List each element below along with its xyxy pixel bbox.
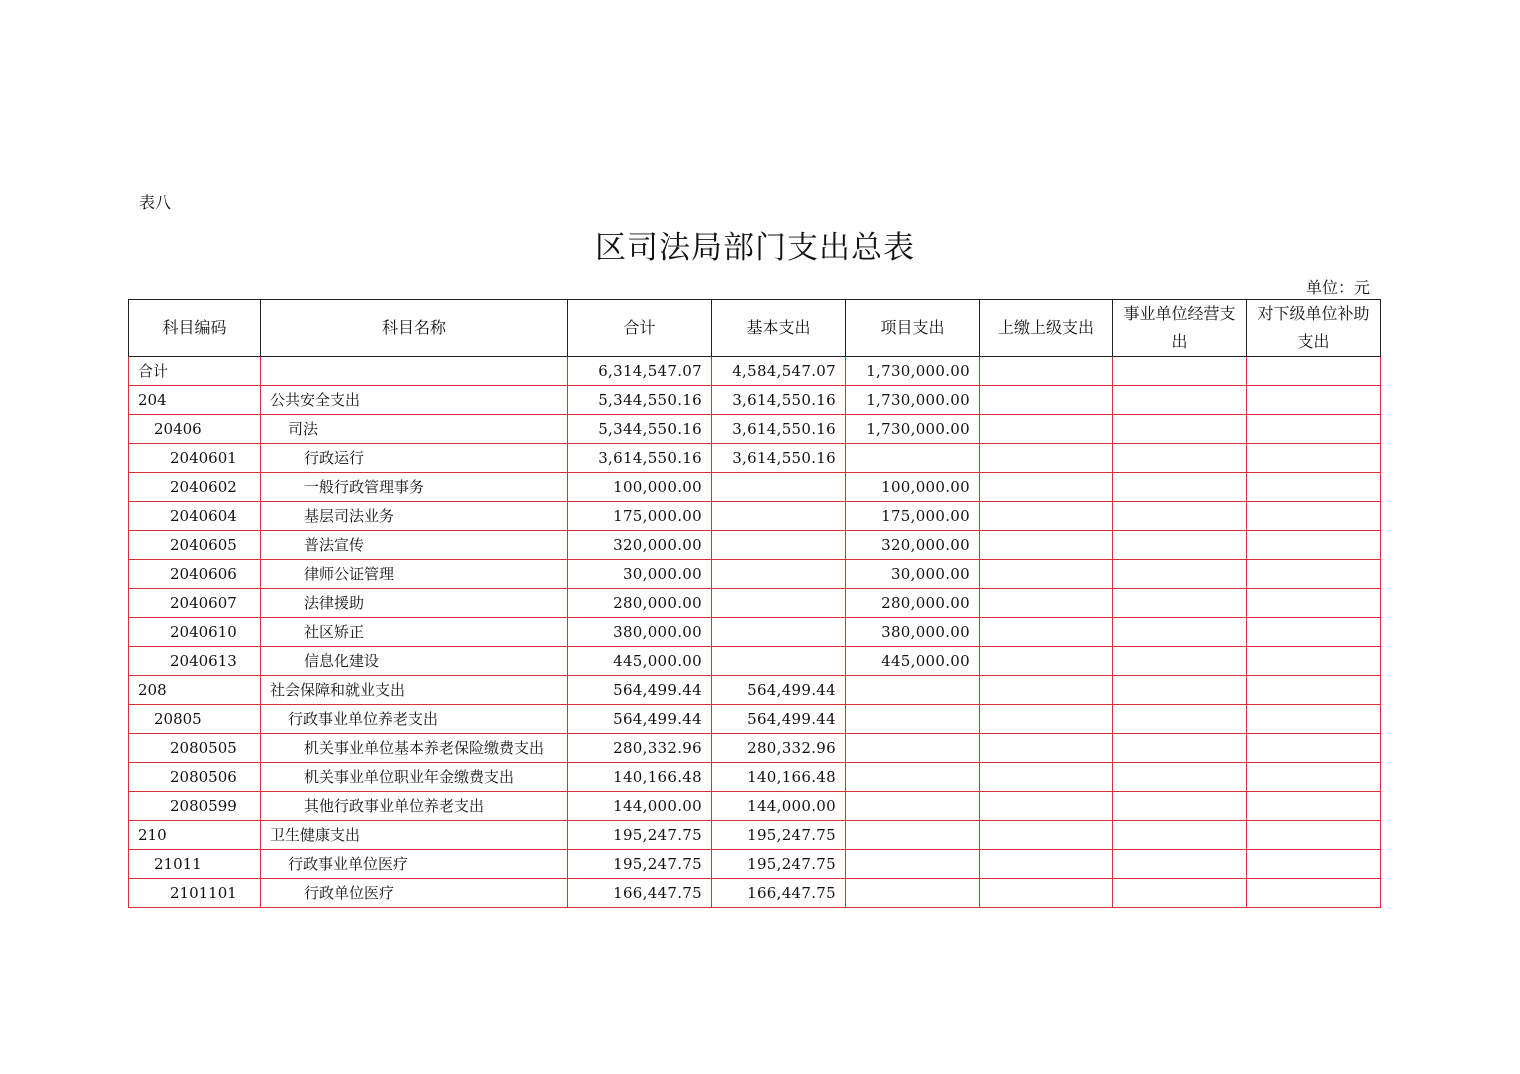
remit-upper-cell [980, 618, 1113, 647]
expense-table [128, 299, 1381, 908]
total-cell: 195,247.75 [568, 821, 712, 850]
subject-name-cell: 社会保障和就业支出 [261, 676, 568, 705]
table-row [129, 589, 1381, 618]
business-operation-cell [1113, 676, 1247, 705]
subsidy-lower-cell [1247, 676, 1381, 705]
total-cell: 564,499.44 [568, 705, 712, 734]
basic-expense-cell [712, 560, 846, 589]
subsidy-lower-cell [1247, 850, 1381, 879]
subject-name-cell: 基层司法业务 [261, 502, 568, 531]
header-basic-expense: 基本支出 [712, 300, 846, 357]
subsidy-lower-cell [1247, 734, 1381, 763]
table-row [129, 850, 1381, 879]
subject-name-cell: 社区矫正 [261, 618, 568, 647]
basic-expense-cell [712, 531, 846, 560]
subject-code-cell: 2080599 [129, 792, 261, 821]
project-expense-cell: 445,000.00 [846, 647, 980, 676]
subject-name-cell: 公共安全支出 [261, 386, 568, 415]
subject-name-cell: 其他行政事业单位养老支出 [261, 792, 568, 821]
table-row [129, 734, 1381, 763]
remit-upper-cell [980, 734, 1113, 763]
table-row [129, 531, 1381, 560]
remit-upper-cell [980, 705, 1113, 734]
project-expense-cell: 175,000.00 [846, 502, 980, 531]
basic-expense-cell [712, 502, 846, 531]
subsidy-lower-cell [1247, 473, 1381, 502]
page-title: 区司法局部门支出总表 [595, 230, 915, 266]
total-cell: 3,614,550.16 [568, 444, 712, 473]
remit-upper-cell [980, 473, 1113, 502]
subsidy-lower-cell [1247, 647, 1381, 676]
project-expense-cell [846, 705, 980, 734]
table-body [129, 357, 1381, 908]
remit-upper-cell [980, 386, 1113, 415]
subject-code-cell: 2040607 [129, 589, 261, 618]
table-row [129, 676, 1381, 705]
basic-expense-cell: 280,332.96 [712, 734, 846, 763]
business-operation-cell [1113, 444, 1247, 473]
subject-code-cell: 2040606 [129, 560, 261, 589]
header-project-expense: 项目支出 [846, 300, 980, 357]
subject-code-cell: 21011 [129, 850, 261, 879]
subject-code-cell: 2040610 [129, 618, 261, 647]
subsidy-lower-cell [1247, 879, 1381, 908]
subject-name-cell: 普法宣传 [261, 531, 568, 560]
business-operation-cell [1113, 415, 1247, 444]
subject-code-cell: 2040604 [129, 502, 261, 531]
total-cell: 140,166.48 [568, 763, 712, 792]
total-cell: 564,499.44 [568, 676, 712, 705]
project-expense-cell [846, 734, 980, 763]
remit-upper-cell [980, 763, 1113, 792]
project-expense-cell: 30,000.00 [846, 560, 980, 589]
subject-code-cell: 20805 [129, 705, 261, 734]
basic-expense-cell [712, 618, 846, 647]
business-operation-cell [1113, 618, 1247, 647]
subject-code-cell: 2040605 [129, 531, 261, 560]
remit-upper-cell [980, 676, 1113, 705]
subsidy-lower-cell [1247, 763, 1381, 792]
basic-expense-cell [712, 647, 846, 676]
remit-upper-cell [980, 821, 1113, 850]
total-cell: 280,000.00 [568, 589, 712, 618]
remit-upper-cell [980, 792, 1113, 821]
remit-upper-cell [980, 850, 1113, 879]
subject-code-cell: 2040602 [129, 473, 261, 502]
total-cell: 280,332.96 [568, 734, 712, 763]
subject-name-cell: 法律援助 [261, 589, 568, 618]
subject-name-cell: 卫生健康支出 [261, 821, 568, 850]
table-row [129, 879, 1381, 908]
project-expense-cell [846, 850, 980, 879]
basic-expense-cell: 3,614,550.16 [712, 386, 846, 415]
basic-expense-cell: 195,247.75 [712, 850, 846, 879]
business-operation-cell [1113, 647, 1247, 676]
subsidy-lower-cell [1247, 792, 1381, 821]
project-expense-cell: 1,730,000.00 [846, 415, 980, 444]
subject-name-cell: 一般行政管理事务 [261, 473, 568, 502]
table-row [129, 763, 1381, 792]
subject-code-cell: 2080506 [129, 763, 261, 792]
table-row [129, 473, 1381, 502]
subject-code-cell: 2040613 [129, 647, 261, 676]
subject-code-cell: 208 [129, 676, 261, 705]
subject-code-cell: 210 [129, 821, 261, 850]
header-subject-code: 科目编码 [129, 300, 261, 357]
project-expense-cell: 1,730,000.00 [846, 357, 980, 386]
table-row [129, 386, 1381, 415]
subsidy-lower-cell [1247, 444, 1381, 473]
remit-upper-cell [980, 879, 1113, 908]
project-expense-cell [846, 444, 980, 473]
basic-expense-cell: 564,499.44 [712, 676, 846, 705]
total-cell: 320,000.00 [568, 531, 712, 560]
total-cell: 195,247.75 [568, 850, 712, 879]
business-operation-cell [1113, 763, 1247, 792]
business-operation-cell [1113, 589, 1247, 618]
business-operation-cell [1113, 386, 1247, 415]
subsidy-lower-cell [1247, 386, 1381, 415]
business-operation-cell [1113, 879, 1247, 908]
total-cell: 166,447.75 [568, 879, 712, 908]
project-expense-cell: 100,000.00 [846, 473, 980, 502]
table-row [129, 792, 1381, 821]
subject-name-cell: 机关事业单位职业年金缴费支出 [261, 763, 568, 792]
project-expense-cell [846, 792, 980, 821]
project-expense-cell [846, 821, 980, 850]
subject-name-cell: 司法 [261, 415, 568, 444]
subject-name-cell: 律师公证管理 [261, 560, 568, 589]
project-expense-cell: 320,000.00 [846, 531, 980, 560]
remit-upper-cell [980, 502, 1113, 531]
header-subsidy-lower: 对下级单位补助支出 [1247, 300, 1381, 357]
table-header-row [129, 300, 1381, 357]
subject-code-cell: 20406 [129, 415, 261, 444]
business-operation-cell [1113, 821, 1247, 850]
subject-name-cell: 机关事业单位基本养老保险缴费支出 [261, 734, 568, 763]
table-row [129, 415, 1381, 444]
subsidy-lower-cell [1247, 821, 1381, 850]
basic-expense-cell: 564,499.44 [712, 705, 846, 734]
basic-expense-cell: 140,166.48 [712, 763, 846, 792]
basic-expense-cell: 166,447.75 [712, 879, 846, 908]
total-cell: 144,000.00 [568, 792, 712, 821]
basic-expense-cell [712, 589, 846, 618]
subject-name-cell: 行政单位医疗 [261, 879, 568, 908]
subject-name-cell: 行政事业单位医疗 [261, 850, 568, 879]
header-total: 合计 [568, 300, 712, 357]
remit-upper-cell [980, 444, 1113, 473]
business-operation-cell [1113, 531, 1247, 560]
total-cell: 445,000.00 [568, 647, 712, 676]
remit-upper-cell [980, 647, 1113, 676]
business-operation-cell [1113, 705, 1247, 734]
subject-code-cell: 合计 [129, 357, 261, 386]
header-business-operation: 事业单位经营支出 [1113, 300, 1247, 357]
table-row [129, 357, 1381, 386]
subsidy-lower-cell [1247, 560, 1381, 589]
total-cell: 175,000.00 [568, 502, 712, 531]
total-cell: 5,344,550.16 [568, 415, 712, 444]
subject-code-cell: 2080505 [129, 734, 261, 763]
subsidy-lower-cell [1247, 502, 1381, 531]
basic-expense-cell: 144,000.00 [712, 792, 846, 821]
table-row [129, 444, 1381, 473]
subject-name-cell: 行政事业单位养老支出 [261, 705, 568, 734]
project-expense-cell [846, 676, 980, 705]
basic-expense-cell: 195,247.75 [712, 821, 846, 850]
business-operation-cell [1113, 850, 1247, 879]
subsidy-lower-cell [1247, 705, 1381, 734]
subject-code-cell: 2040601 [129, 444, 261, 473]
table-row [129, 647, 1381, 676]
business-operation-cell [1113, 473, 1247, 502]
subsidy-lower-cell [1247, 531, 1381, 560]
remit-upper-cell [980, 415, 1113, 444]
business-operation-cell [1113, 502, 1247, 531]
subject-name-cell [261, 357, 568, 386]
business-operation-cell [1113, 734, 1247, 763]
total-cell: 380,000.00 [568, 618, 712, 647]
header-remit-upper: 上缴上级支出 [980, 300, 1113, 357]
project-expense-cell: 280,000.00 [846, 589, 980, 618]
total-cell: 100,000.00 [568, 473, 712, 502]
subsidy-lower-cell [1247, 618, 1381, 647]
business-operation-cell [1113, 357, 1247, 386]
basic-expense-cell: 4,584,547.07 [712, 357, 846, 386]
subject-name-cell: 信息化建设 [261, 647, 568, 676]
remit-upper-cell [980, 531, 1113, 560]
project-expense-cell: 380,000.00 [846, 618, 980, 647]
project-expense-cell [846, 763, 980, 792]
table-row [129, 821, 1381, 850]
basic-expense-cell: 3,614,550.16 [712, 444, 846, 473]
subject-code-cell: 204 [129, 386, 261, 415]
unit-label: 单位：元 [1305, 278, 1370, 297]
subsidy-lower-cell [1247, 589, 1381, 618]
subject-code-cell: 2101101 [129, 879, 261, 908]
total-cell: 6,314,547.07 [568, 357, 712, 386]
project-expense-cell: 1,730,000.00 [846, 386, 980, 415]
remit-upper-cell [980, 357, 1113, 386]
basic-expense-cell [712, 473, 846, 502]
business-operation-cell [1113, 560, 1247, 589]
remit-upper-cell [980, 589, 1113, 618]
total-cell: 5,344,550.16 [568, 386, 712, 415]
table-row [129, 618, 1381, 647]
table-row [129, 502, 1381, 531]
subsidy-lower-cell [1247, 415, 1381, 444]
basic-expense-cell: 3,614,550.16 [712, 415, 846, 444]
project-expense-cell [846, 879, 980, 908]
subsidy-lower-cell [1247, 357, 1381, 386]
table-row [129, 560, 1381, 589]
business-operation-cell [1113, 792, 1247, 821]
header-subject-name: 科目名称 [261, 300, 568, 357]
remit-upper-cell [980, 560, 1113, 589]
table-number-label: 表八 [139, 193, 172, 212]
total-cell: 30,000.00 [568, 560, 712, 589]
subject-name-cell: 行政运行 [261, 444, 568, 473]
table-row [129, 705, 1381, 734]
